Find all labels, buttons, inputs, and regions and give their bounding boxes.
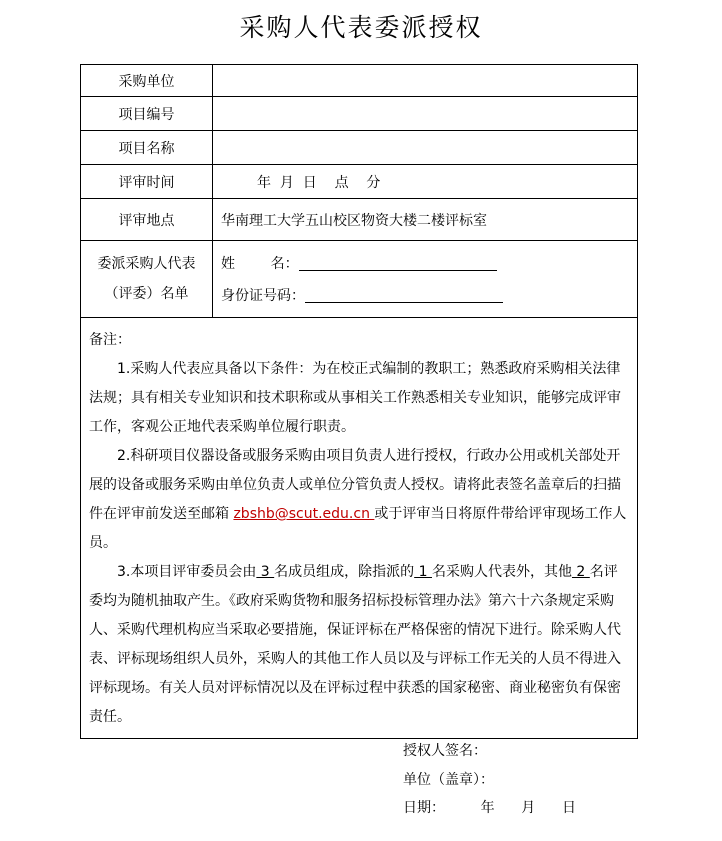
signer-label: 授权人签名：: [403, 743, 487, 759]
notes-item-3-text-c: 名采购人代表外，其他: [431, 564, 572, 580]
row-review-time: [81, 165, 638, 199]
row-project-code: [81, 97, 638, 131]
notes-item-2: [89, 442, 631, 558]
rep-id-line: [221, 279, 637, 311]
notes-heading: 备注：: [89, 332, 131, 348]
committee-total-count: 3: [256, 564, 275, 580]
notes-item-2-text-end: 或于评审当日将原件带给评审现场工作人员。: [89, 506, 627, 551]
representative-label-line2: （评委）名单: [104, 286, 189, 302]
project-code-label: 项目编号: [81, 97, 213, 131]
review-place-label: 评审地点: [81, 199, 213, 241]
representative-label: [81, 241, 213, 318]
row-notes: [81, 318, 638, 739]
notes-section: [81, 318, 638, 739]
project-name-field[interactable]: [213, 131, 638, 165]
project-code-field[interactable]: [213, 97, 638, 131]
review-time-label: 评审时间: [81, 165, 213, 199]
random-expert-count: 2: [571, 564, 590, 580]
representative-count: 1: [414, 564, 432, 580]
row-project-name: [81, 131, 638, 165]
notes-item-1: 1.采购人代表应具备以下条件：为在校正式编制的教职工；熟悉政府采购相关法律法规；具有相关专业知识和技术职称或从事相关工作熟悉相关专业知识，能够完成评审工作，客观公正地代表采购单位履行职责。: [89, 361, 621, 435]
email-link[interactable]: zbshb@scut.edu.cn: [233, 506, 375, 522]
row-purchasing-unit: [81, 65, 638, 97]
purchasing-unit-label: 采购单位: [81, 65, 213, 97]
date-label: 日期： 年 月 日: [403, 800, 577, 816]
representative-label-line1: 委派采购人代表: [97, 256, 196, 272]
notes-item-3-text-d: 名评委均为随机抽取产生。《政府采购货物和服务招标投标管理办法》第六十六条规定采购人、采购代理机构应当采取必要措施，保证评标在严格保密的情况下进行。除采购人代表、评标现场组织人员外，采购人的其他工作人员以及与评标工作无关的人员不得进入评标现场。有关人员对评标情况以及在评标过程中获悉的国家秘密、商业秘密负有保密责任。: [89, 564, 621, 725]
review-place-value: 华南理工大学五山校区物资大楼二楼评标室: [213, 199, 638, 241]
rep-id-label: 身份证号码：: [221, 288, 305, 304]
rep-id-input[interactable]: [305, 288, 503, 303]
notes-item-3-text-b: 名成员组成，除指派的: [274, 564, 415, 580]
rep-name-label: 姓 名：: [221, 256, 299, 272]
notes-item-3: [89, 558, 631, 732]
row-review-place: [81, 199, 638, 241]
rep-name-line: [221, 247, 637, 279]
purchasing-unit-field[interactable]: [213, 65, 638, 97]
review-time-field[interactable]: 年 月 日 点 分: [213, 165, 638, 199]
page-title: 采购人代表委派授权: [239, 13, 483, 42]
project-name-label: 项目名称: [81, 131, 213, 165]
row-representative: [81, 241, 638, 318]
authorization-form: [80, 64, 638, 739]
seal-label: 单位（盖章）：: [403, 772, 494, 788]
representative-fields: [213, 241, 638, 318]
rep-name-input[interactable]: [299, 256, 497, 271]
notes-item-2-text: 2.科研项目仪器设备或服务采购由项目负责人进行授权，行政办公用或机关部处开展的设备或服务采购由单位负责人或单位分管负责人授权。请将此表签名盖章后的扫描件在评审前发送至邮箱: [89, 448, 621, 522]
notes-item-3-text-a: 3.本项目评审委员会由: [117, 564, 257, 580]
